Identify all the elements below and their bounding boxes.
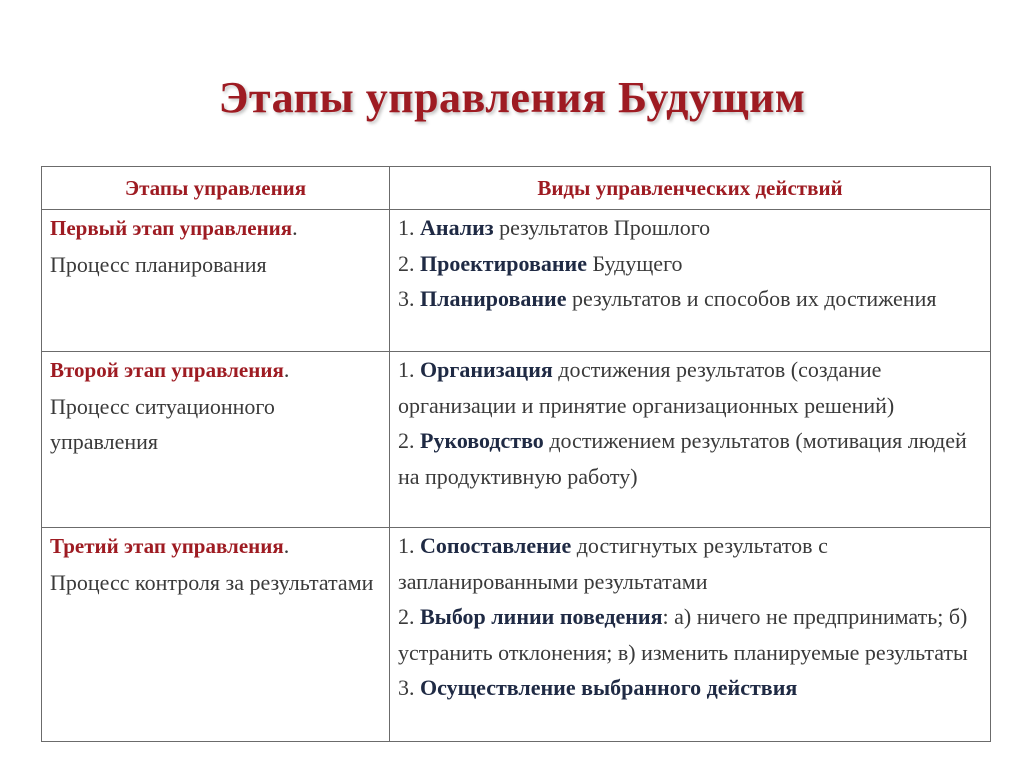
action-term: Проектирование xyxy=(420,250,587,276)
table-row xyxy=(42,352,991,528)
action-item xyxy=(398,246,982,282)
actions-cell xyxy=(390,352,991,528)
stages-table xyxy=(41,166,991,742)
action-item xyxy=(398,281,982,317)
action-item xyxy=(398,528,982,599)
action-term: Сопоставление xyxy=(420,533,572,558)
action-number: 1. xyxy=(398,215,420,240)
action-text: достижением результатов (мотивация людей на продуктивную работу) xyxy=(398,428,967,489)
action-number: 1. xyxy=(398,357,420,382)
action-item xyxy=(398,352,982,423)
action-item xyxy=(398,599,982,670)
action-item xyxy=(398,670,982,706)
stage-dot: . xyxy=(283,357,290,382)
stage-dot: . xyxy=(292,215,298,240)
stage-description: Процесс планирования xyxy=(50,251,267,277)
stage-name: Первый этап управления xyxy=(50,216,293,240)
action-text: результатов и способов их достижения xyxy=(566,286,937,311)
action-term: Планирование xyxy=(420,286,567,311)
stage-name: Второй этап управления xyxy=(50,358,284,382)
action-number: 2. xyxy=(398,428,420,453)
action-number: 1. xyxy=(398,533,420,558)
action-number: 3. xyxy=(398,675,420,700)
stage-description: Процесс ситуационного управления xyxy=(50,393,275,454)
action-text: результатов Прошлого xyxy=(493,215,711,240)
action-text: Будущего xyxy=(586,250,683,276)
page-title: Этапы управления Будущим xyxy=(218,73,806,122)
action-term: Осуществление выбранного действия xyxy=(420,675,798,700)
stage-description: Процесс контроля за результатами xyxy=(50,569,374,595)
action-term: Руководство xyxy=(420,428,544,453)
table-row xyxy=(42,528,991,742)
stage-cell xyxy=(42,528,390,742)
action-text: достигнутых результатов с запланированными результатами xyxy=(398,533,828,594)
action-item xyxy=(398,423,982,494)
column-header-actions: Виды управленческих действий xyxy=(390,167,991,210)
stage-dot: . xyxy=(283,533,290,558)
action-item xyxy=(398,210,982,246)
action-term: Выбор линии поведения xyxy=(420,604,663,629)
table-header-row xyxy=(42,167,991,210)
actions-cell xyxy=(390,528,991,742)
stage-cell xyxy=(42,352,390,528)
action-number: 2. xyxy=(398,250,420,276)
action-term: Анализ xyxy=(420,215,494,240)
stage-name: Третий этап управления xyxy=(50,534,284,558)
action-number: 2. xyxy=(398,604,420,629)
table-row xyxy=(42,210,991,352)
action-term: Организация xyxy=(420,357,553,382)
action-text: : а) ничего не предпринимать; б) устранить отклонения; в) изменить планируемые результаты xyxy=(398,604,968,665)
column-header-stages: Этапы управления xyxy=(42,167,390,210)
actions-cell xyxy=(390,210,991,352)
stage-cell xyxy=(42,210,390,352)
action-text: достижения результатов (создание организации и принятие организационных решений) xyxy=(398,357,895,418)
action-number: 3. xyxy=(398,286,420,311)
